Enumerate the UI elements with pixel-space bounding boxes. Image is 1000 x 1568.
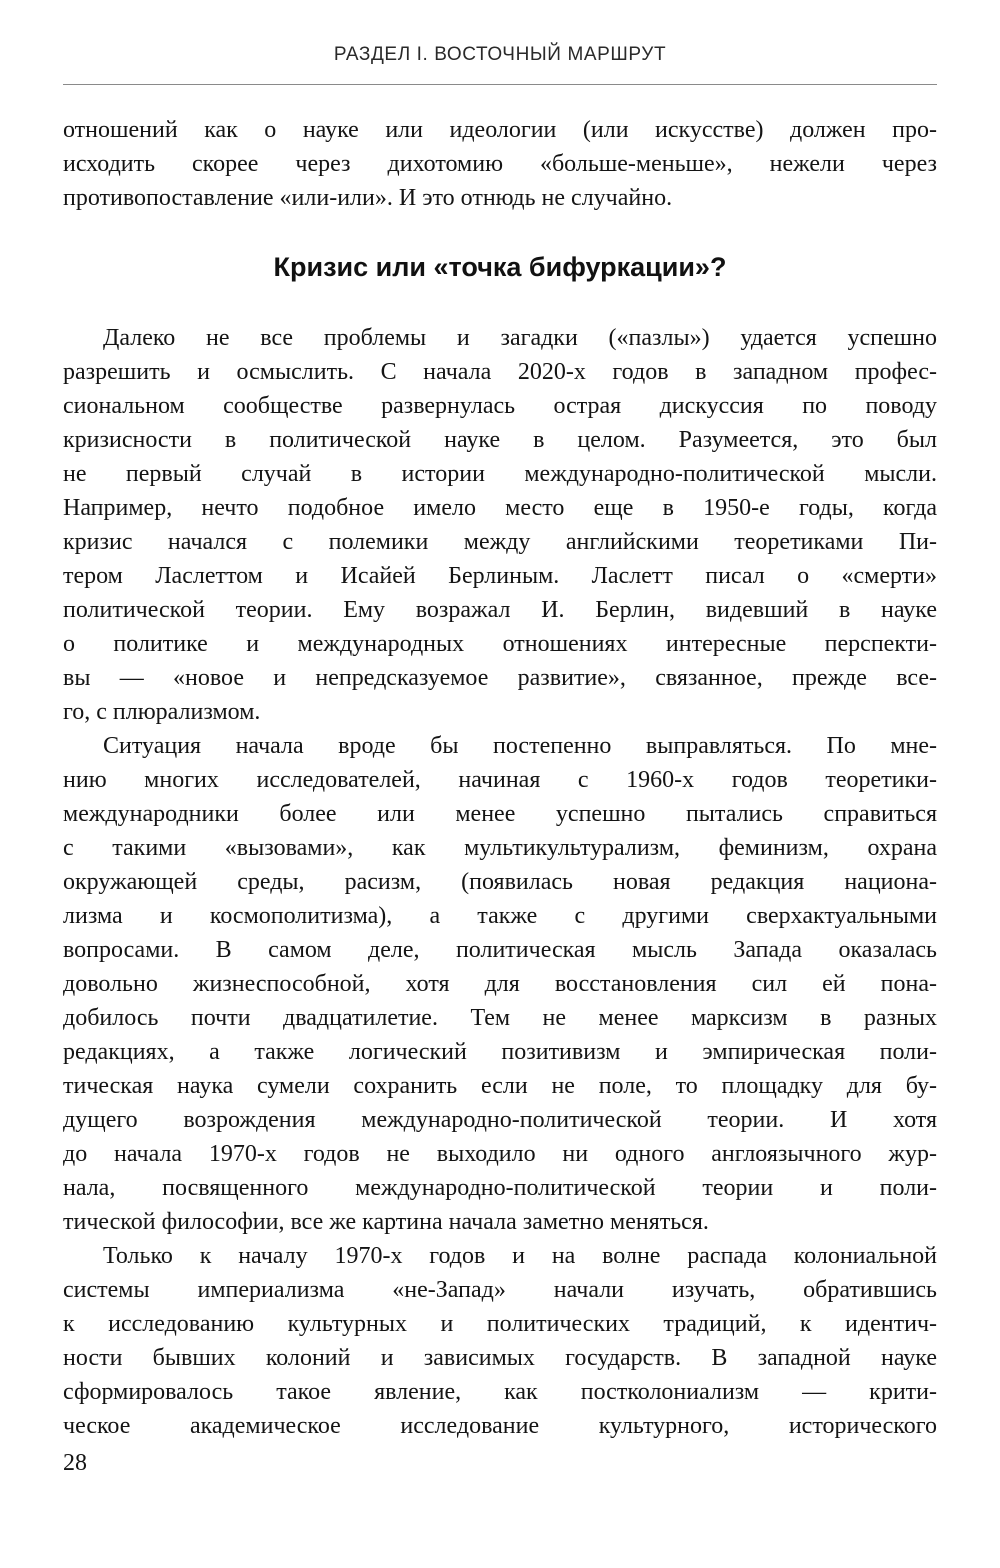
text-line: международники более или менее успешно пытались справиться (63, 801, 937, 827)
text-line: довольно жизнеспособной, хотя для восстановления сил ей пона- (63, 971, 937, 997)
running-header: РАЗДЕЛ I. ВОСТОЧНЫЙ МАРШРУТ (333, 44, 667, 65)
text-line: о политике и международных отношениях интересные перспекти- (63, 631, 937, 657)
text-line: тическая наука сумели сохранить если не поле, то площадку для бу- (63, 1073, 937, 1099)
text-line: отношений как о науке или идеологии (или искусстве) должен про- (63, 117, 937, 143)
header-rule (63, 84, 937, 85)
text-line: до начала 1970-х годов не выходило ни одного англоязычного жур- (63, 1141, 937, 1167)
text-line: Ситуация начала вроде бы постепенно выправляться. По мне- (103, 733, 937, 759)
text-line: дущего возрождения международно-политической теории. И хотя (63, 1107, 937, 1133)
paragraph (63, 321, 937, 729)
text-line: тической философии, все же картина начала заметно меняться. (63, 1209, 709, 1235)
text-line: Далеко не все проблемы и загадки («пазлы») удается успешно (103, 325, 937, 351)
text-line: ческое академическое исследование культурного, исторического (63, 1413, 937, 1439)
text-line: не первый случай в истории международно-политической мысли. (63, 461, 937, 487)
paragraph (63, 113, 937, 215)
text-line: с такими «вызовами», как мультикультурализм, феминизм, охрана (63, 835, 937, 861)
section-heading: Кризис или «точка бифуркации»? (273, 252, 727, 282)
text-line: системы империализма «не-Запад» начали изучать, обратившись (63, 1277, 937, 1303)
text-line: Например, нечто подобное имело место еще в 1950-е годы, когда (63, 495, 937, 521)
text-line: нию многих исследователей, начиная с 1960-х годов теоретики- (63, 767, 937, 793)
text-line: сиональном сообществе развернулась острая дискуссия по поводу (63, 393, 937, 419)
text-line: го, с плюрализмом. (63, 699, 261, 725)
text-line: кризис начался с полемики между английскими теоретиками Пи- (63, 529, 937, 555)
text-line: разрешить и осмыслить. С начала 2020-х годов в западном профес- (63, 359, 937, 385)
text-line: Только к началу 1970-х годов и на волне распада колониальной (103, 1243, 937, 1269)
text-line: тером Ласлеттом и Исайей Берлиным. Ласлетт писал о «смерти» (63, 563, 937, 589)
text-line: сформировалось такое явление, как постколониализм — крити- (63, 1379, 937, 1405)
text-line: исходить скорее через дихотомию «больше-меньше», нежели через (63, 151, 937, 177)
paragraph (63, 729, 937, 1239)
text-line: кризисности в политической науке в целом. Разумеется, это был (63, 427, 937, 453)
text-line: вопросами. В самом деле, политическая мысль Запада оказалась (63, 937, 937, 963)
text-line: ности бывших колоний и зависимых государств. В западной науке (63, 1345, 937, 1371)
text-line: вы — «новое и непредсказуемое развитие», связанное, прежде все- (63, 665, 937, 691)
text-line: добилось почти двадцатилетие. Тем не менее марксизм в разных (63, 1005, 937, 1031)
text-line: лизма и космополитизма), а также с другими сверхактуальными (63, 903, 937, 929)
paragraph (63, 1239, 937, 1443)
text-line: нала, посвященного международно-политической теории и поли- (63, 1175, 937, 1201)
page-number: 28 (63, 1450, 87, 1476)
text-line: редакциях, а также логический позитивизм и эмпирическая поли- (63, 1039, 937, 1065)
text-line: к исследованию культурных и политических традиций, к идентич- (63, 1311, 937, 1337)
text-line: противопоставление «или-или». И это отнюдь не случайно. (63, 185, 673, 211)
text-line: окружающей среды, расизм, (появилась новая редакция национа- (63, 869, 937, 895)
page-body (63, 113, 937, 1443)
text-line: политической теории. Ему возражал И. Берлин, видевший в науке (63, 597, 937, 623)
